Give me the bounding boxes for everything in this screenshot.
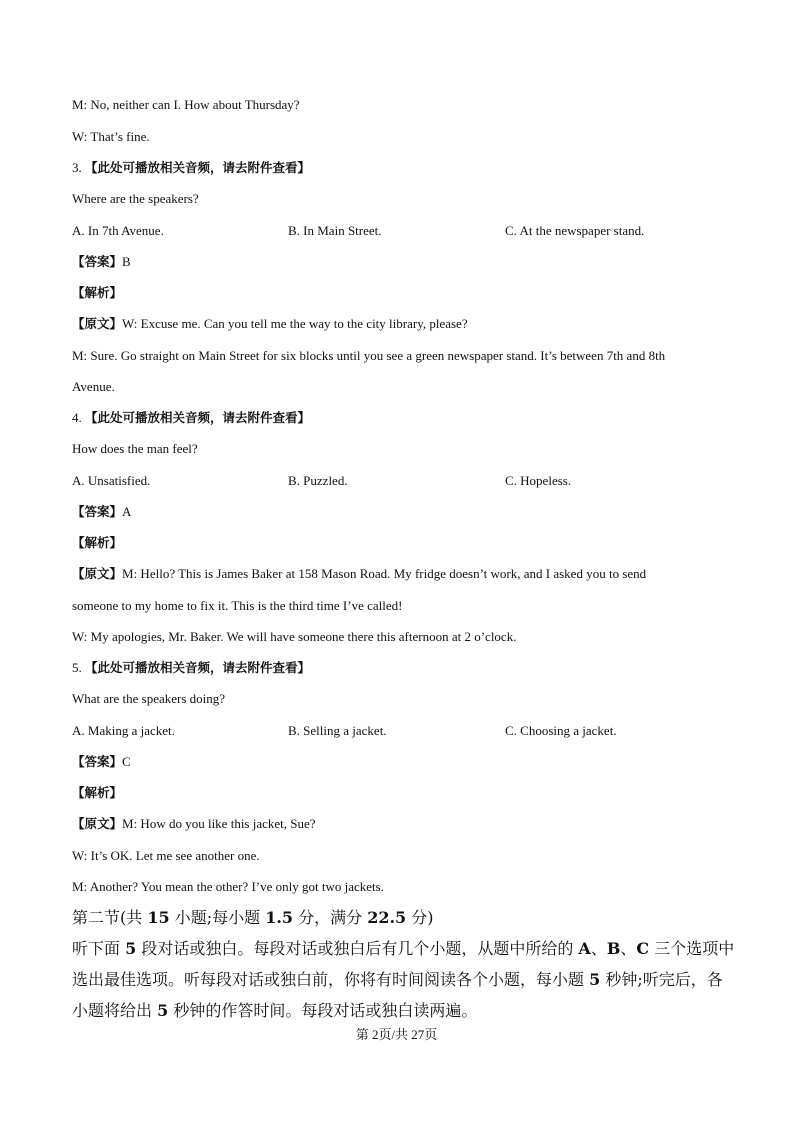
instruction-text: 听下面 [72,939,126,958]
answer-value: C [122,754,131,769]
audio-placeholder-link[interactable]: 【此处可播放相关音频，请去附件查看】 [85,160,311,175]
transcript-text: M: How do you like this jacket, Sue? [122,816,316,831]
analysis-tag: 【解析】 [72,285,123,300]
analysis-tag: 【解析】 [72,535,123,550]
instruction-text: 三个选项中 [649,939,735,958]
transcript-text: W: Excuse me. Can you tell me the way to the city library, please? [122,316,468,331]
instruction-line [72,970,723,990]
transcript-line: M: Another? You mean the other? I’ve only got two jackets. [72,879,384,894]
audio-placeholder-link[interactable]: 【此处可播放相关音频，请去附件查看】 [85,660,311,675]
heading-number: 15 [147,908,170,927]
question-number: 3. [72,160,82,175]
transcript-line: W: It’s OK. Let me see another one. [72,848,260,863]
question-4-header [72,410,310,426]
page-footer: 第 2页/共 27页 [355,1027,438,1042]
analysis-tag: 【解析】 [72,785,123,800]
instruction-text: 选出最佳选项。听每段对话或独白前，你将有时间阅读各个小题，每小题 [72,970,590,989]
instruction-text: 秒钟;听完后，各 [600,970,723,989]
transcript-label: 【原文】 [72,816,123,831]
question-4-text: How does the man feel? [72,441,198,456]
heading-text: 分，满分 [293,908,368,927]
instruction-letter: C [636,939,650,958]
option-b: B. In Main Street. [288,223,382,238]
option-b: B. Selling a jacket. [288,723,387,738]
transcript-line [72,816,316,832]
analysis-label [72,285,122,301]
transcript-label: 【原文】 [72,566,123,581]
answer-label: 【答案】 [72,504,123,519]
transcript-line [72,316,468,332]
question-number: 4. [72,410,82,425]
answer-line [72,754,131,770]
option-c: C. Choosing a jacket. [505,723,617,738]
answer-label: 【答案】 [72,754,123,769]
instruction-text: 小题将给出 [72,1001,158,1020]
dialogue-line: M: No, neither can I. How about Thursday? [72,97,300,112]
option-a: A. Making a jacket. [72,723,175,738]
audio-placeholder-link[interactable]: 【此处可播放相关音频，请去附件查看】 [85,410,311,425]
option-b: B. Puzzled. [288,473,348,488]
answer-line [72,504,131,520]
instruction-number: 5 [589,970,601,989]
instruction-text: 段对话或独白。每段对话或独白后有几个小题，从题中所给的 [136,939,579,958]
question-5-header [72,660,310,676]
instruction-number: 5 [125,939,137,958]
answer-label: 【答案】 [72,254,123,269]
transcript-line: Avenue. [72,379,115,394]
transcript-label: 【原文】 [72,316,123,331]
answer-value: B [122,254,131,269]
heading-number: 22.5 [367,908,407,927]
option-c: C. At the newspaper stand. [505,223,645,238]
answer-line [72,254,131,270]
instruction-letter: A [578,939,591,958]
question-number: 5. [72,660,82,675]
instruction-letter: B [606,939,621,958]
analysis-label [72,535,122,551]
analysis-label [72,785,122,801]
instruction-text: 、 [590,939,607,958]
instruction-text: 秒钟的作答时间。每段对话或独白读两遍。 [168,1001,478,1020]
instruction-text: 、 [620,939,637,958]
answer-value: A [122,504,132,519]
instruction-line [72,939,734,959]
question-5-text: What are the speakers doing? [72,691,226,706]
instruction-line [72,1001,477,1021]
transcript-line [72,566,646,582]
instruction-number: 5 [157,1001,169,1020]
transcript-line: M: Sure. Go straight on Main Street for six blocks until you see a green newspaper stand. It’s between 7th and 8th [72,348,666,363]
transcript-line: someone to my home to fix it. This is the third time I’ve called! [72,598,403,613]
option-a: A. In 7th Avenue. [72,223,164,238]
option-c: C. Hopeless. [505,473,572,488]
dialogue-line: W: That’s fine. [72,129,150,144]
heading-text: 小题;每小题 [169,908,266,927]
transcript-text: M: Hello? This is James Baker at 158 Mason Road. My fridge doesn’t work, and I asked you to send [122,566,647,581]
heading-text: 分) [406,908,434,927]
section-heading [72,908,434,928]
heading-number: 1.5 [265,908,294,927]
question-3-text: Where are the speakers? [72,191,199,206]
transcript-line: W: My apologies, Mr. Baker. We will have someone there this afternoon at 2 o’clock. [72,629,517,644]
question-3-header [72,160,310,176]
option-a: A. Unsatisfied. [72,473,151,488]
heading-text: 第二节(共 [72,908,148,927]
